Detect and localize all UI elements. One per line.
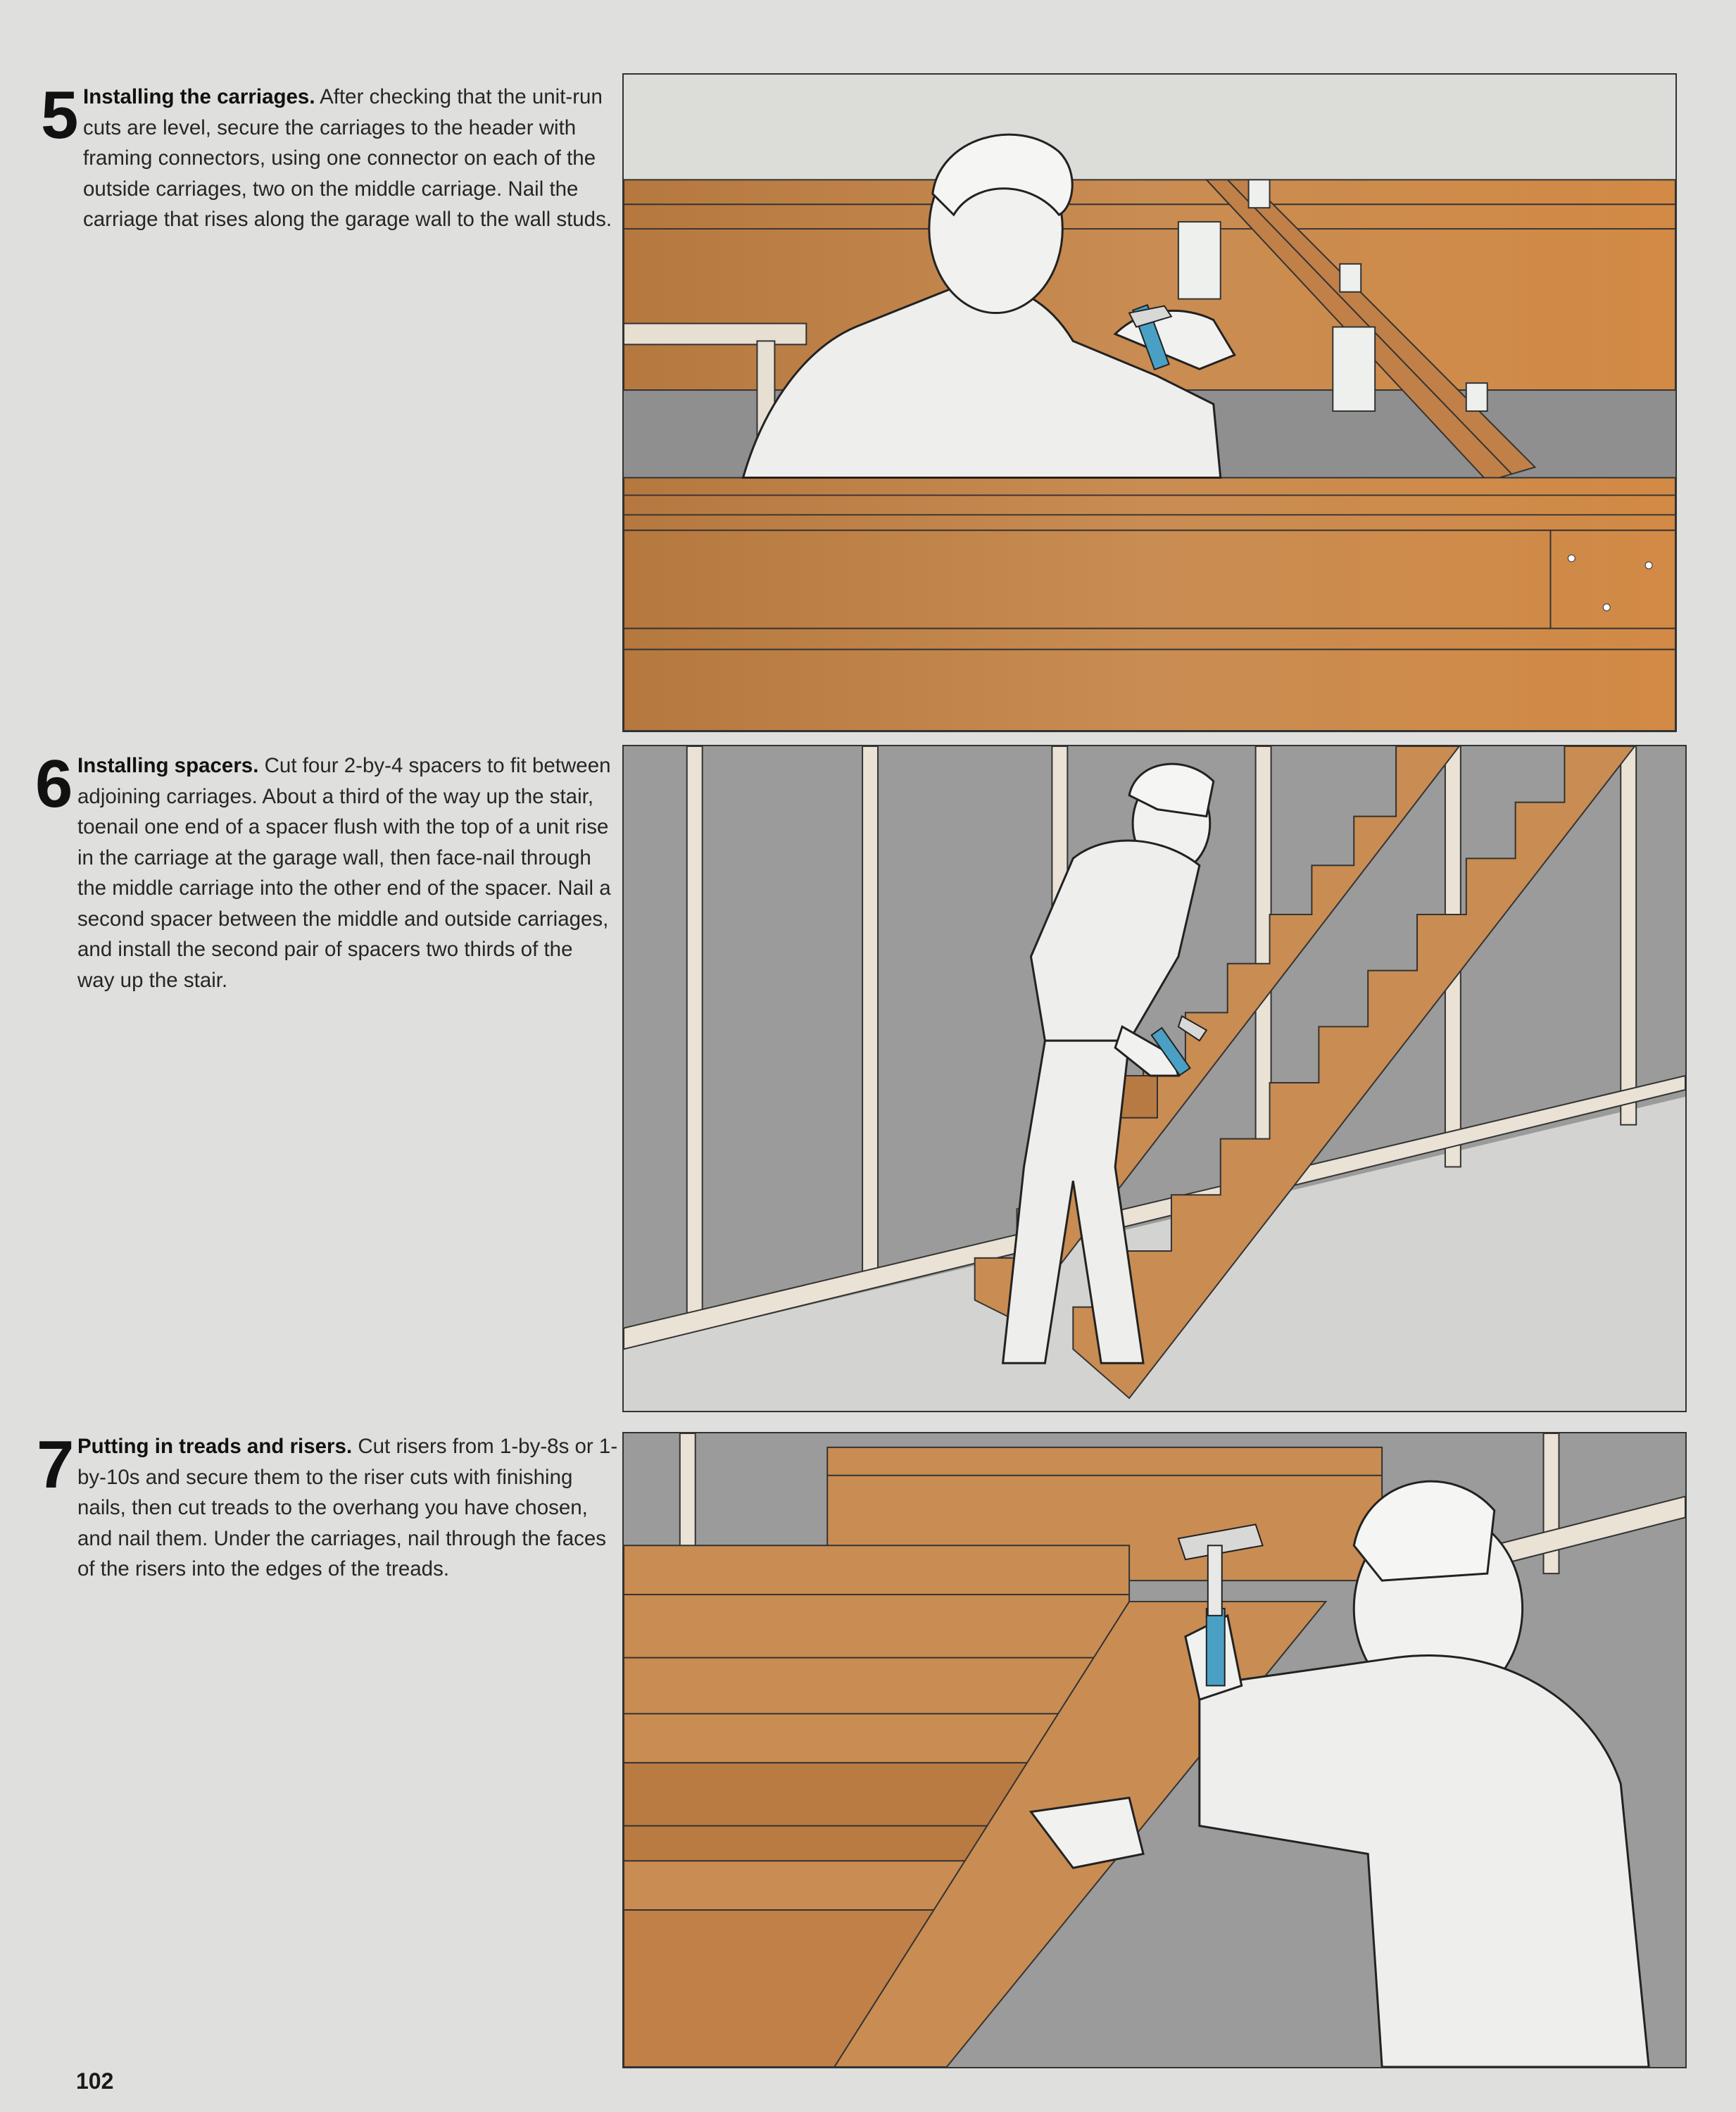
illustration-panel-6 (622, 745, 1687, 1412)
step-text (77, 750, 612, 995)
step-number: 6 (35, 746, 73, 822)
page-number: 102 (76, 2068, 114, 2094)
header-carriage-framing-illustration (624, 75, 1675, 731)
step-6 (35, 746, 611, 1032)
step-5 (41, 77, 612, 272)
stair-spacer-nailing-illustration (624, 746, 1685, 1411)
step-number: 7 (37, 1427, 75, 1502)
step-7 (37, 1427, 618, 1621)
treads-risers-illustration (624, 1433, 1685, 2067)
step-body: Cut four 2-by-4 spacers to fit between adjoining carriages. About a third of the way up the stair, toenail one end of a spacer flush with the top of a unit rise in the carriage at the garage wall, then face-nail through the middle carriage into the other end of the spacer. Nail a second spacer between the middle and outside carriages, and install the second pair of spacers two thirds of the way up the stair. (77, 754, 611, 992)
step-text (77, 1431, 619, 1585)
step-body: After checking that the unit-run cuts are level, secure the carriages to the header with framing connectors, using one connector on each of the outside carriages, two on the middle carriage. Nail the carriage that rises along the garage wall to the wall studs. (83, 85, 612, 231)
step-title: Installing the carriages. (83, 85, 315, 108)
illustration-panel-7 (622, 1432, 1687, 2068)
step-title: Putting in treads and risers. (77, 1435, 353, 1458)
step-title: Installing spacers. (77, 754, 259, 777)
step-body: Cut risers from 1-by-8s or 1-by-10s and secure them to the riser cuts with finishing nails, then cut treads to the overhang you have chosen, and nail them. Under the carriages, nail through the faces of the risers into the edges of the treads. (77, 1435, 618, 1580)
illustration-panel-5 (622, 73, 1677, 732)
step-number: 5 (41, 77, 79, 153)
step-text (83, 82, 625, 235)
